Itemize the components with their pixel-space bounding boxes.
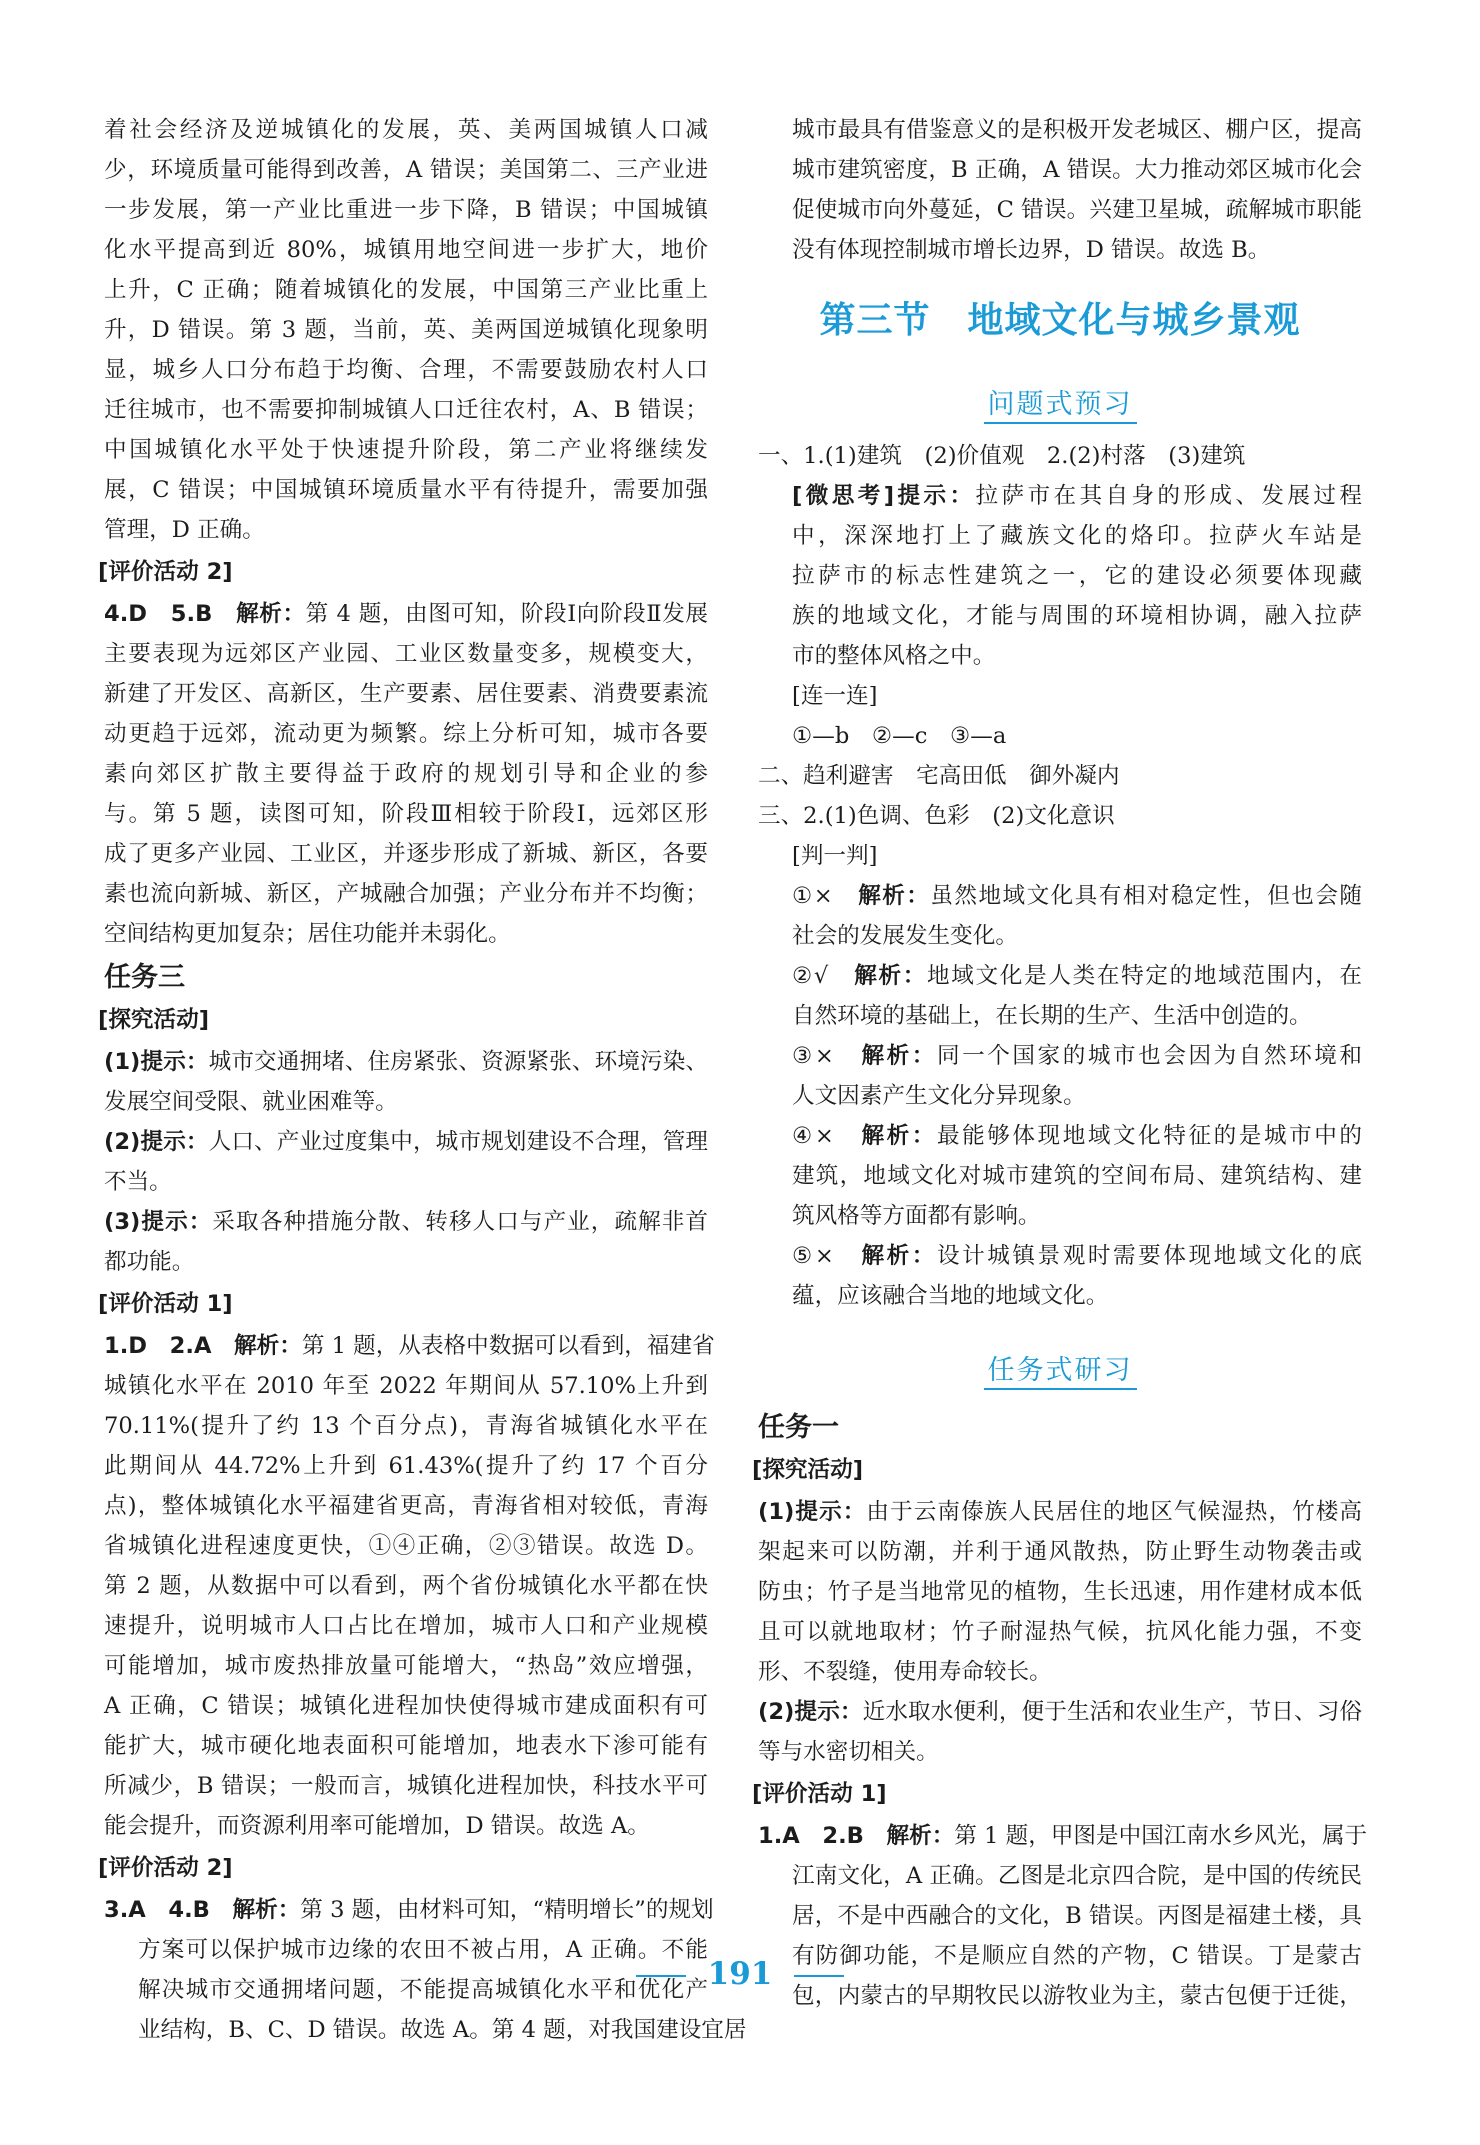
text-line: 族的地域文化，才能与周围的环境相协调，融入拉萨 <box>792 603 1362 629</box>
text-line: 人文因素产生文化分异现象。 <box>792 1083 1086 1109</box>
answer-1-2: 1.A 2.B 解析：第 1 题，甲图是中国江南水乡风光，属于 <box>758 1823 1368 1849</box>
text-line: 社会的发展发生变化。 <box>792 923 1018 949</box>
explore-3: (3)提示：采取各种措施分散、转移人口与产业，疏解非首 <box>104 1209 709 1235</box>
text-line: 蕴，应该融合当地的地域文化。 <box>792 1283 1109 1309</box>
text-line: 发展空间受限、就业困难等。 <box>104 1089 398 1115</box>
text-line: 江南文化，A 正确。乙图是北京四合院，是中国的传统民 <box>792 1863 1362 1889</box>
text-line: 都功能。 <box>104 1249 195 1275</box>
explore-2: (2)提示：人口、产业过度集中，城市规划建设不合理，管理 <box>104 1129 709 1155</box>
section-label-eval2: [评价活动 2] <box>98 559 233 585</box>
judge-4: ④× 解析：最能够体现地域文化特征的是城市中的 <box>792 1123 1363 1149</box>
text-line: 且可以就地取材；竹子耐湿热气候，抗风化能力强，不变 <box>758 1619 1362 1645</box>
text-line: 能扩大，城市硬化地表面积可能增加，地表水下渗可能有 <box>104 1733 708 1759</box>
text-line: 可能增加，城市废热排放量可能增大，“热岛”效应增强， <box>104 1653 708 1679</box>
text-line: 能会提升，而资源利用率可能增加，D 错误。故选 A。 <box>104 1813 650 1839</box>
text-line: 升，D 错误。第 3 题，当前，英、美两国逆城镇化现象明 <box>104 317 708 343</box>
text-line: 与。第 5 题，读图可知，阶段Ⅲ相较于阶段Ⅰ，远郊区形 <box>104 801 708 827</box>
think-answer: [微思考]提示：拉萨市在其自身的形成、发展过程 <box>792 483 1363 509</box>
text-line: 显，城乡人口分布趋于均衡、合理，不需要鼓励农村人口 <box>104 357 708 383</box>
text-line: 上升，C 正确；随着城镇化的发展，中国第三产业比重上 <box>104 277 708 303</box>
text-line: 所减少，B 错误；一般而言，城镇化进程加快，科技水平可 <box>104 1773 708 1799</box>
text-line: 防虫；竹子是当地常见的植物，生长迅速，用作建材成本低 <box>758 1579 1362 1605</box>
text-line: 素向郊区扩散主要得益于政府的规划引导和企业的参 <box>104 761 708 787</box>
judge-2: ②√ 解析：地域文化是人类在特定的地域范围内，在 <box>792 963 1363 989</box>
section-label-explore: [探究活动] <box>752 1457 864 1483</box>
text-line: 促使城市向外蔓延，C 错误。兴建卫星城，疏解城市职能 <box>792 197 1362 223</box>
preview-answer-3: 三、2.(1)色调、色彩 (2)文化意识 <box>758 803 1115 829</box>
task-heading: 任务三 <box>104 962 185 993</box>
connect-answer: ①—b ②—c ③—a <box>792 723 1007 749</box>
text-line: 方案可以保护城市边缘的农田不被占用，A 正确。不能 <box>138 1937 708 1963</box>
text-line: 城镇化水平在 2010 年至 2022 年期间从 57.10%上升到 <box>104 1373 708 1399</box>
text-line: 素也流向新城、新区，产城融合加强；产业分布并不均衡； <box>104 881 708 907</box>
section-label-eval1: [评价活动 1] <box>752 1781 887 1807</box>
text-line: 解决城市交通拥堵问题，不能提高城镇化水平和优化产 <box>138 1977 708 2003</box>
text-line: 等与水密切相关。 <box>758 1739 939 1765</box>
text-line: 城市建筑密度，B 正确，A 错误。大力推动郊区城市化会 <box>792 157 1362 183</box>
text-line: 成了更多产业园、工业区，并逐步形成了新城、新区，各要 <box>104 841 708 867</box>
section-label-eval1: [评价活动 1] <box>98 1291 233 1317</box>
text-line: 架起来可以防潮，并利于通风散热，防止野生动物袭击或 <box>758 1539 1362 1565</box>
text-line: 不当。 <box>104 1169 172 1195</box>
text-line: 没有体现控制城市增长边界，D 错误。故选 B。 <box>792 237 1271 263</box>
text-line: 有防御功能，不是顺应自然的产物，C 错误。丁是蒙古 <box>792 1943 1362 1969</box>
text-line: A 正确，C 错误；城镇化进程加快使得城市建成面积有可 <box>104 1693 708 1719</box>
text-line: 一步发展，第一产业比重进一步下降，B 错误；中国城镇 <box>104 197 708 223</box>
text-line: 70.11%(提升了约 13 个百分点)，青海省城镇化水平在 <box>104 1413 708 1439</box>
preview-answer-1: 一、1.(1)建筑 (2)价值观 2.(2)村落 (3)建筑 <box>758 443 1246 469</box>
answer-3-4: 3.A 4.B 解析：第 3 题，由材料可知，“精明增长”的规划 <box>104 1897 714 1923</box>
page-number-dash <box>794 1975 844 1977</box>
judge-label: [判一判] <box>792 843 878 869</box>
text-line: 点)，整体城镇化水平福建省更高，青海省相对较低，青海 <box>104 1493 708 1519</box>
text-line: 着社会经济及逆城镇化的发展，英、美两国城镇人口减 <box>104 117 708 143</box>
page-number-dash <box>636 1975 686 1977</box>
text-line: 自然环境的基础上，在长期的生产、生活中创造的。 <box>792 1003 1312 1029</box>
preview-answer-2: 二、趋利避害 宅高田低 御外凝内 <box>758 763 1120 789</box>
text-line: 包，内蒙古的早期牧民以游牧业为主，蒙古包便于迁徙， <box>792 1983 1362 2009</box>
text-line: 少，环境质量可能得到改善，A 错误；美国第二、三产业进 <box>104 157 708 183</box>
text-line: 展，C 错误；中国城镇环境质量水平有待提升，需要加强 <box>104 477 708 503</box>
text-line: 筑风格等方面都有影响。 <box>792 1203 1041 1229</box>
text-line: 化水平提高到近 80%，城镇用地空间进一步扩大，地价 <box>104 237 708 263</box>
judge-3: ③× 解析：同一个国家的城市也会因为自然环境和 <box>792 1043 1363 1069</box>
task-heading: 任务一 <box>758 1412 839 1443</box>
section-label-explore: [探究活动] <box>98 1007 210 1033</box>
explore-2: (2)提示：近水取水便利，便于生活和农业生产，节日、习俗 <box>758 1699 1363 1725</box>
preview-title: 问题式预习 <box>758 382 1362 421</box>
text-line: 中，深深地打上了藏族文化的烙印。拉萨火车站是 <box>792 523 1362 549</box>
answer-4-5: 4.D 5.B 解析：第 4 题，由图可知，阶段Ⅰ向阶段Ⅱ发展 <box>104 601 708 627</box>
judge-5: ⑤× 解析：设计城镇景观时需要体现地域文化的底 <box>792 1243 1363 1269</box>
text-line: 此期间从 44.72%上升到 61.43%(提升了约 17 个百分 <box>104 1453 708 1479</box>
text-line: 空间结构更加复杂；居住功能并未弱化。 <box>104 921 511 947</box>
text-line: 主要表现为远郊区产业园、工业区数量变多，规模变大， <box>104 641 708 667</box>
text-line: 城市最具有借鉴意义的是积极开发老城区、棚户区，提高 <box>792 117 1362 143</box>
text-line: 迁往城市，也不需要抑制城镇人口迁往农村，A、B 错误； <box>104 397 708 423</box>
text-line: 新建了开发区、高新区，生产要素、居住要素、消费要素流 <box>104 681 708 707</box>
page-number-value: 191 <box>707 1956 773 1992</box>
text-line: 拉萨市的标志性建筑之一，它的建设必须要体现藏 <box>792 563 1362 589</box>
page-number <box>0 1956 1480 1992</box>
section-label-eval2: [评价活动 2] <box>98 1855 233 1881</box>
text-line: 管理，D 正确。 <box>104 517 265 543</box>
task-study-title: 任务式研习 <box>758 1348 1362 1387</box>
judge-1: ①× 解析：虽然地域文化具有相对稳定性，但也会随 <box>792 883 1363 909</box>
text-line: 中国城镇化水平处于快速提升阶段，第二产业将继续发 <box>104 437 708 463</box>
text-line: 速提升，说明城市人口占比在增加，城市人口和产业规模 <box>104 1613 708 1639</box>
text-line: 建筑，地域文化对城市建筑的空间布局、建筑结构、建 <box>792 1163 1362 1189</box>
explore-1: (1)提示：由于云南傣族人民居住的地区气候湿热，竹楼高 <box>758 1499 1363 1525</box>
text-line: 居，不是中西融合的文化，B 错误。丙图是福建土楼，具 <box>792 1903 1362 1929</box>
text-line: 市的整体风格之中。 <box>792 643 996 669</box>
text-line: 第 2 题，从数据中可以看到，两个省份城镇化水平都在快 <box>104 1573 708 1599</box>
connect-label: [连一连] <box>792 683 878 709</box>
text-line: 省城镇化进程速度更快，①④正确，②③错误。故选 D。 <box>104 1533 708 1559</box>
answer-1-2: 1.D 2.A 解析：第 1 题，从表格中数据可以看到，福建省 <box>104 1333 715 1359</box>
text-line: 形、不裂缝，使用寿命较长。 <box>758 1659 1052 1685</box>
text-line: 业结构，B、C、D 错误。故选 A。第 4 题，对我国建设宜居 <box>138 2017 747 2043</box>
section-title: 第三节 地域文化与城乡景观 <box>819 300 1301 341</box>
text-line: 动更趋于远郊，流动更为频繁。综上分析可知，城市各要 <box>104 721 708 747</box>
explore-1: (1)提示：城市交通拥堵、住房紧张、资源紧张、环境污染、 <box>104 1049 709 1075</box>
